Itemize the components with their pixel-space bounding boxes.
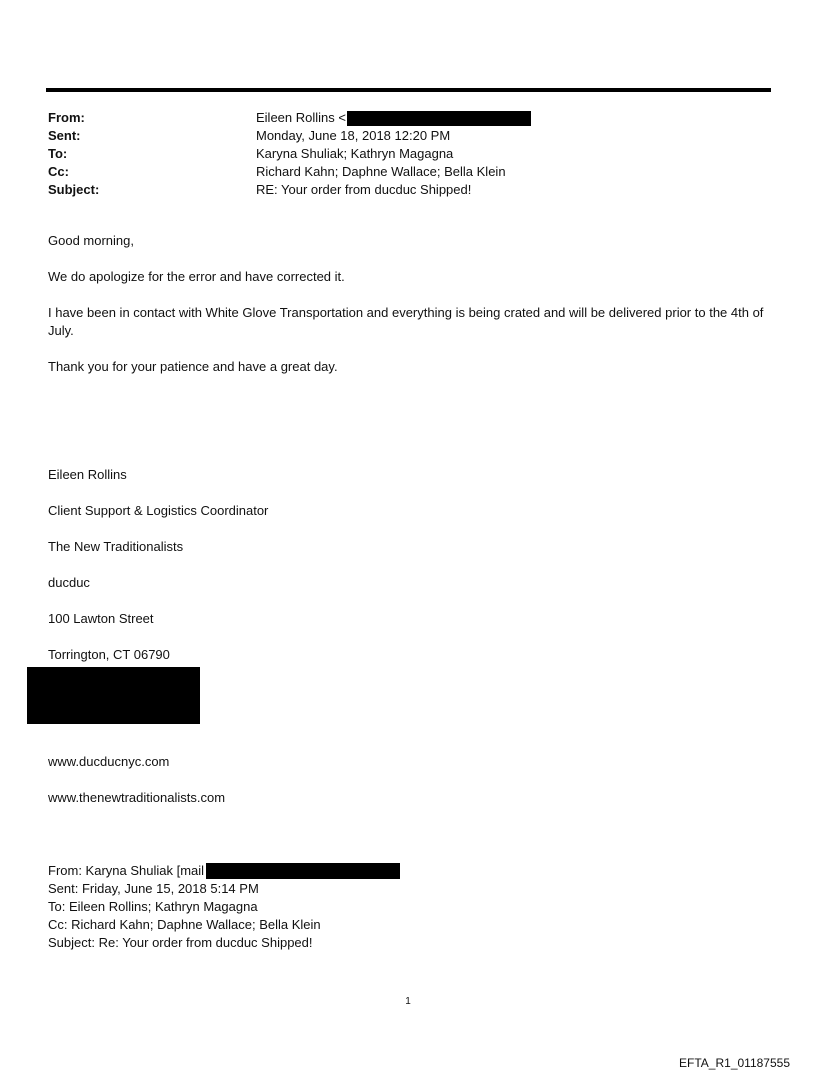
greeting: Good morning, [48, 233, 134, 248]
from-value-wrap [256, 109, 531, 127]
body-paragraph-2: I have been in contact with White Glove Transportation and everything is being crated and will be delivered prior to the 4th of July. [48, 305, 764, 338]
email-header [48, 109, 768, 199]
quoted-from: From: Karyna Shuliak [mail [48, 863, 205, 878]
to-value: Karyna Shuliak; Kathryn Magagna [256, 146, 454, 161]
cc-row [48, 163, 768, 181]
from-row [48, 109, 768, 127]
signature-city: Torrington, CT 06790 [48, 647, 170, 662]
signature-title: Client Support & Logistics Coordinator [48, 503, 269, 518]
from-value: Eileen Rollins < [256, 110, 346, 125]
page-number: 1 [405, 996, 411, 1007]
signature-brand: ducduc [48, 575, 90, 590]
quoted-to: To: Eileen Rollins; Kathryn Magagna [48, 899, 258, 914]
body-paragraph-3: Thank you for your patience and have a great day. [48, 359, 338, 374]
document-id: EFTA_R1_01187555 [679, 1056, 790, 1070]
subject-value: RE: Your order from ducduc Shipped! [256, 182, 472, 197]
to-row [48, 145, 768, 163]
sent-value: Monday, June 18, 2018 12:20 PM [256, 128, 451, 143]
cc-value: Richard Kahn; Daphne Wallace; Bella Klein [256, 164, 506, 179]
cc-label: Cc: [48, 164, 69, 179]
body-paragraph-1: We do apologize for the error and have corrected it. [48, 269, 345, 284]
quoted-subject: Subject: Re: Your order from ducduc Shipped! [48, 935, 313, 950]
quoted-sent: Sent: Friday, June 15, 2018 5:14 PM [48, 881, 259, 896]
to-label: To: [48, 146, 68, 161]
redaction-quoted-email [206, 863, 400, 879]
email-body [48, 232, 768, 376]
sent-row [48, 127, 768, 145]
signature-name: Eileen Rollins [48, 467, 127, 482]
quoted-from-row [48, 862, 768, 880]
redaction-phone-block [27, 667, 200, 724]
quoted-header [48, 862, 768, 952]
subject-label: Subject: [48, 182, 100, 197]
sent-label: Sent: [48, 128, 81, 143]
subject-row [48, 181, 768, 199]
redaction-email [347, 111, 531, 126]
signature-company: The New Traditionalists [48, 539, 184, 554]
quoted-cc: Cc: Richard Kahn; Daphne Wallace; Bella Klein [48, 917, 321, 932]
website-ducduc-link[interactable]: www.ducducnyc.com [48, 754, 170, 769]
from-label: From: [48, 110, 85, 125]
signature-street: 100 Lawton Street [48, 611, 154, 626]
header-divider [46, 88, 771, 92]
website-tnt-link[interactable]: www.thenewtraditionalists.com [48, 790, 226, 805]
